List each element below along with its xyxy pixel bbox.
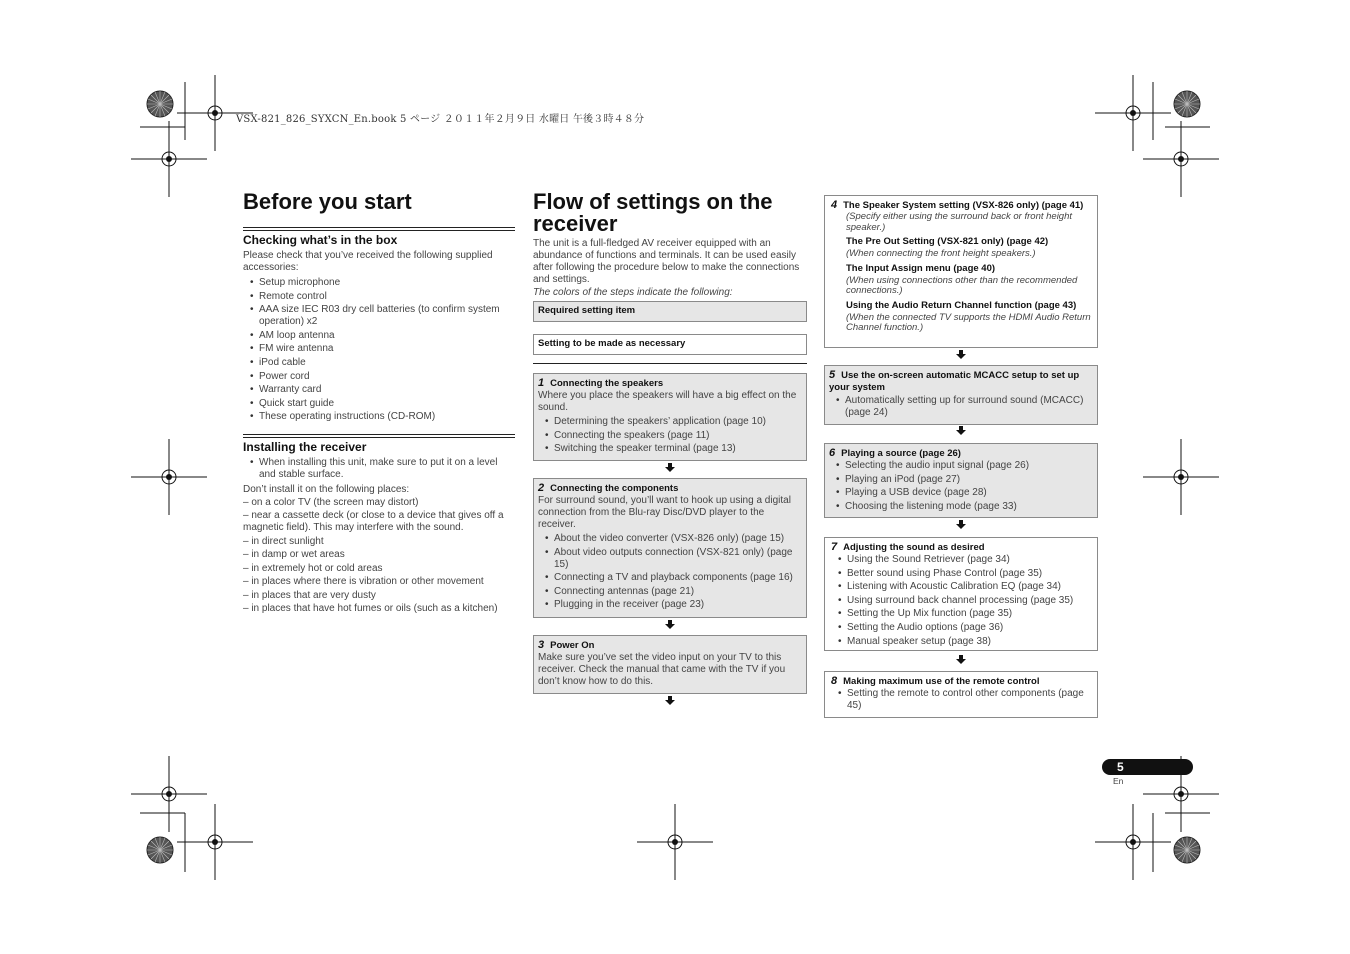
place-item: – in places that have hot fumes or oils (such as a kitchen) xyxy=(243,603,498,615)
language-label: En xyxy=(1113,776,1124,786)
section-rule xyxy=(243,434,515,438)
list-item: • AAA size IEC R03 dry cell batteries (to confirm system operation) x2 xyxy=(243,304,515,328)
place-item: – in places where there is vibration or other movement xyxy=(243,576,484,588)
step-list xyxy=(829,395,1093,419)
list-item: • Choosing the listening mode (page 33) xyxy=(829,501,1093,513)
legend-necessary-label: Setting to be made as necessary xyxy=(538,338,686,349)
list-item: • Automatically setting up for surround sound (MCACC) (page 24) xyxy=(829,395,1093,419)
list-item: • Using surround back channel processing (page 35) xyxy=(831,595,1093,607)
place-item: – near a cassette deck (or close to a device that gives off a magnetic field). This may interfere with the sound. xyxy=(243,509,504,534)
list-item: • About the video converter (VSX-826 only) (page 15) xyxy=(538,533,802,545)
page-title: Before you start xyxy=(243,189,412,214)
sub-note: (When using connections other than the recommended connections.) xyxy=(846,274,1078,296)
list-item: • Listening with Acoustic Calibration EQ (page 34) xyxy=(831,581,1093,593)
checking-heading: Checking what’s in the box xyxy=(243,233,398,247)
step-title: Power On xyxy=(550,640,595,651)
step-list xyxy=(831,688,1093,712)
sub-note: (When the connected TV supports the HDMI Audio Return Channel function.) xyxy=(846,311,1091,333)
dont-install-text: Don’t install it on the following places: xyxy=(243,483,410,495)
list-item: • Remote control xyxy=(243,291,515,303)
step-8-box xyxy=(824,671,1098,718)
list-item: • Connecting a TV and playback components (page 16) xyxy=(538,572,802,584)
file-header: VSX-821_826_SYXCN_En.book 5 ページ ２０１１年２月９日 水曜日 午後３時４８分 xyxy=(236,114,645,125)
list-item: • Connecting the speakers (page 11) xyxy=(538,430,802,442)
sub-title: Using the Audio Return Channel function (page 43) xyxy=(846,299,1077,311)
step-title: Playing a source (page 26) xyxy=(841,448,961,459)
list-item: • Setting the Up Mix function (page 35) xyxy=(831,608,1093,620)
step-5-box xyxy=(824,365,1098,425)
list-item: • Power cord xyxy=(243,371,515,383)
list-item: • Playing a USB device (page 28) xyxy=(829,487,1093,499)
list-item: • Manual speaker setup (page 38) xyxy=(831,636,1093,648)
place-item: – in damp or wet areas xyxy=(243,549,345,561)
step-title: Connecting the speakers xyxy=(550,378,664,389)
step-text: For surround sound, you’ll want to hook up using a digital connection from the Blu-ray Disc/DVD player to the receiver. xyxy=(538,495,791,530)
colors-note: The colors of the steps indicate the following: xyxy=(533,287,733,298)
step-list xyxy=(829,460,1093,513)
step-number: 2 xyxy=(538,482,545,494)
place-item: – on a color TV (the screen may distort) xyxy=(243,497,419,509)
step-number: 4 xyxy=(831,199,838,211)
step-title: The Speaker System setting (VSX-826 only) (page 41) xyxy=(843,200,1084,211)
list-item: • Setup microphone xyxy=(243,277,515,289)
installing-heading: Installing the receiver xyxy=(243,440,367,454)
step-title: Use the on-screen automatic MCACC setup to set up your system xyxy=(829,370,1080,393)
legend-required xyxy=(533,301,807,322)
list-item: • Setting the remote to control other components (page 45) xyxy=(831,688,1093,712)
step-number: 6 xyxy=(829,447,836,459)
step-1-box xyxy=(533,373,807,461)
step-4-box xyxy=(824,195,1098,348)
list-item: • Determining the speakers’ application (page 10) xyxy=(538,416,802,428)
list-item: • FM wire antenna xyxy=(243,343,515,355)
list-item: • Plugging in the receiver (page 23) xyxy=(538,599,802,611)
title-rule xyxy=(243,227,515,231)
step-2-box xyxy=(533,478,807,618)
accessories-list xyxy=(243,277,515,423)
step-note: (Specify either using the surround back or front height speaker.) xyxy=(846,211,1073,233)
flow-title-line2: receiver xyxy=(533,211,618,236)
step-list xyxy=(831,554,1093,648)
flow-intro: The unit is a full-fledged AV receiver equipped with an abundance of functions and terminals. It can be used easily after following the procedure below to make the connections and settings. xyxy=(533,238,800,285)
place-item: – in places that are very dusty xyxy=(243,589,376,601)
list-item: • Selecting the audio input signal (page 26) xyxy=(829,460,1093,472)
step-number: 3 xyxy=(538,639,545,651)
divider xyxy=(533,363,807,364)
page-number-badge xyxy=(1102,759,1193,775)
list-item: • Using the Sound Retriever (page 34) xyxy=(831,554,1093,566)
installing-list xyxy=(243,457,515,481)
list-item: • Switching the speaker terminal (page 13) xyxy=(538,443,802,455)
sub-title: The Pre Out Setting (VSX-821 only) (page 42) xyxy=(846,236,1049,247)
list-item: • These operating instructions (CD-ROM) xyxy=(243,411,515,423)
step-title: Connecting the components xyxy=(550,483,679,494)
legend-necessary xyxy=(533,334,807,355)
step-number: 1 xyxy=(538,377,545,389)
step-list xyxy=(538,416,802,455)
list-item: • Better sound using Phase Control (page 35) xyxy=(831,568,1093,580)
step-3-box xyxy=(533,635,807,694)
step-number: 7 xyxy=(831,541,838,553)
checking-intro: Please check that you’ve received the following supplied accessories: xyxy=(243,250,493,273)
step-text: Make sure you’ve set the video input on your TV to this receiver. Check the manual that came with the TV if you don’t know how to do this. xyxy=(538,652,786,687)
step-title: Making maximum use of the remote control xyxy=(843,676,1040,687)
step-number: 5 xyxy=(829,369,836,381)
place-item: – in extremely hot or cold areas xyxy=(243,562,383,574)
flow-title-line1: Flow of settings on the xyxy=(533,189,773,214)
list-item: • iPod cable xyxy=(243,357,515,369)
sub-title: The Input Assign menu (page 40) xyxy=(846,262,996,274)
checking-section xyxy=(243,233,515,425)
installing-section xyxy=(243,440,515,616)
sub-note: (When connecting the front height speakers.) xyxy=(846,248,1036,259)
list-item: • Setting the Audio options (page 36) xyxy=(831,622,1093,634)
list-item: • Quick start guide xyxy=(243,398,515,410)
list-item: • AM loop antenna xyxy=(243,330,515,342)
step-list xyxy=(538,533,802,611)
step-text: Where you place the speakers will have a big effect on the sound. xyxy=(538,390,797,413)
step-number: 8 xyxy=(831,675,838,687)
page-number: 5 xyxy=(1117,760,1124,774)
list-item: • Playing an iPod (page 27) xyxy=(829,474,1093,486)
list-item: • Connecting antennas (page 21) xyxy=(538,586,802,598)
list-item: • About video outputs connection (VSX-821 only) (page 15) xyxy=(538,547,802,571)
list-item: • Warranty card xyxy=(243,384,515,396)
list-item: • When installing this unit, make sure to put it on a level and stable surface. xyxy=(243,457,515,481)
step-7-box xyxy=(824,537,1098,651)
place-item: – in direct sunlight xyxy=(243,535,324,547)
flow-title xyxy=(533,191,813,235)
step-6-box xyxy=(824,443,1098,518)
legend-required-label: Required setting item xyxy=(538,305,636,316)
step-title: Adjusting the sound as desired xyxy=(843,542,985,553)
